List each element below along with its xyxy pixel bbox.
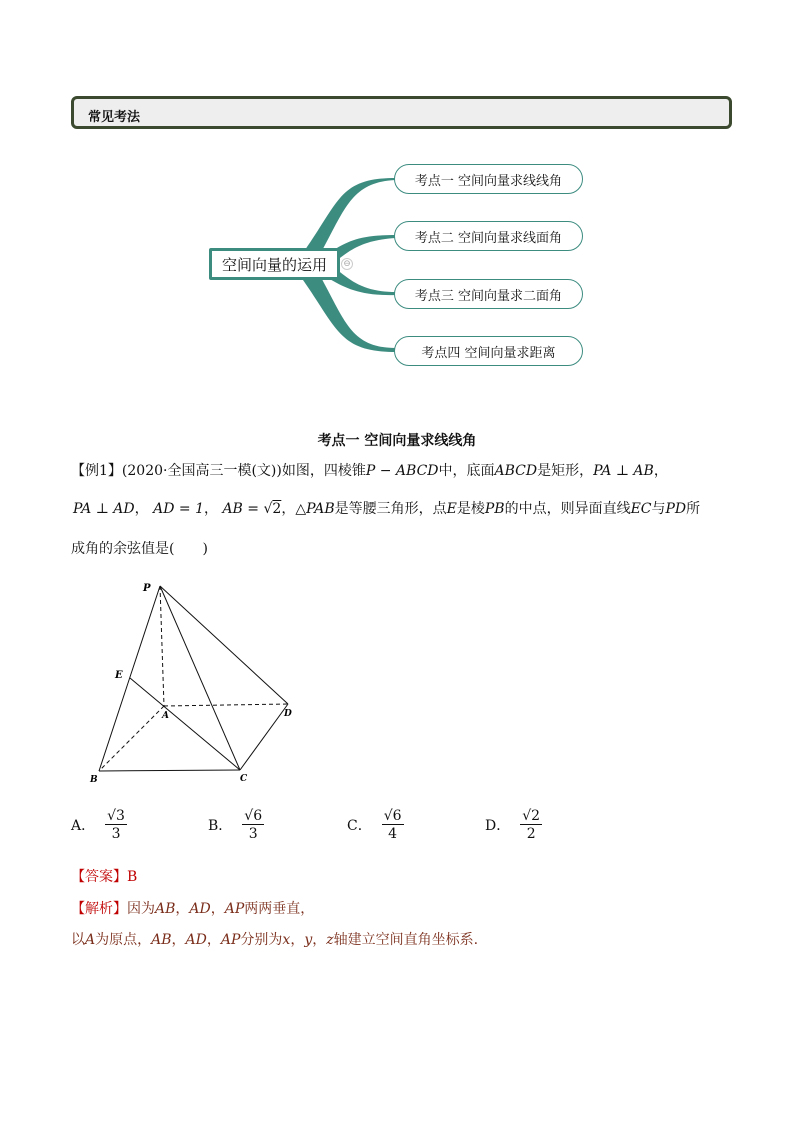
example-line-3: 成角的余弦值是( ) bbox=[71, 541, 208, 557]
section-title: 常见考法 bbox=[88, 110, 141, 125]
mindmap-node-4: 考点四 空间向量求距离 bbox=[394, 336, 583, 366]
option-d[interactable]: D． $\frac{√2}{2}$ bbox=[485, 808, 541, 842]
answer-line bbox=[71, 866, 137, 886]
analysis-line-2: 以A为原点，AB，AD，AP分别为x，y，z轴建立空间直角坐标系. bbox=[71, 932, 479, 948]
option-c[interactable]: C． $\frac{√6}{4}$ bbox=[347, 808, 402, 842]
mindmap-node-1: 考点一 空间向量求线线角 bbox=[394, 164, 583, 194]
answer-value: B bbox=[127, 869, 138, 885]
mindmap-collapse-icon: ⊖ bbox=[341, 258, 353, 270]
answer-label: 【答案】 bbox=[71, 869, 127, 885]
label-B: B bbox=[90, 775, 98, 785]
topic-heading: 考点一 空间向量求线线角 bbox=[317, 433, 477, 449]
mindmap-center-node: 空间向量的运用 bbox=[209, 248, 340, 280]
label-A: A bbox=[162, 711, 169, 721]
option-a[interactable]: A． $\frac{√3}{3}$ bbox=[71, 808, 125, 842]
label-D: D bbox=[284, 709, 292, 719]
label-P: P bbox=[143, 583, 151, 594]
example-line-2: PA ⊥ AD， AD = 1， AB = √2，△PAB是等腰三角形，点E是棱PB的中点，则异面直线EC与PD所 bbox=[73, 501, 701, 517]
mindmap-node-3: 考点三 空间向量求二面角 bbox=[394, 279, 583, 309]
analysis-label: 【解析】 bbox=[71, 901, 127, 917]
option-b[interactable]: B． $\frac{√6}{3}$ bbox=[208, 808, 263, 842]
example-line-1: 【例1】(2020·全国高三一模(文))如图，四棱锥P − ABCD中，底面ABCD是矩形，PA ⊥ AB， bbox=[71, 463, 668, 479]
analysis-line-1: 【解析】因为AB，AD，AP两两垂直， bbox=[71, 901, 315, 917]
mindmap-node-2: 考点二 空间向量求线面角 bbox=[394, 221, 583, 251]
pyramid-figure bbox=[80, 578, 310, 788]
label-C: C bbox=[240, 774, 248, 784]
label-E: E bbox=[115, 670, 123, 681]
